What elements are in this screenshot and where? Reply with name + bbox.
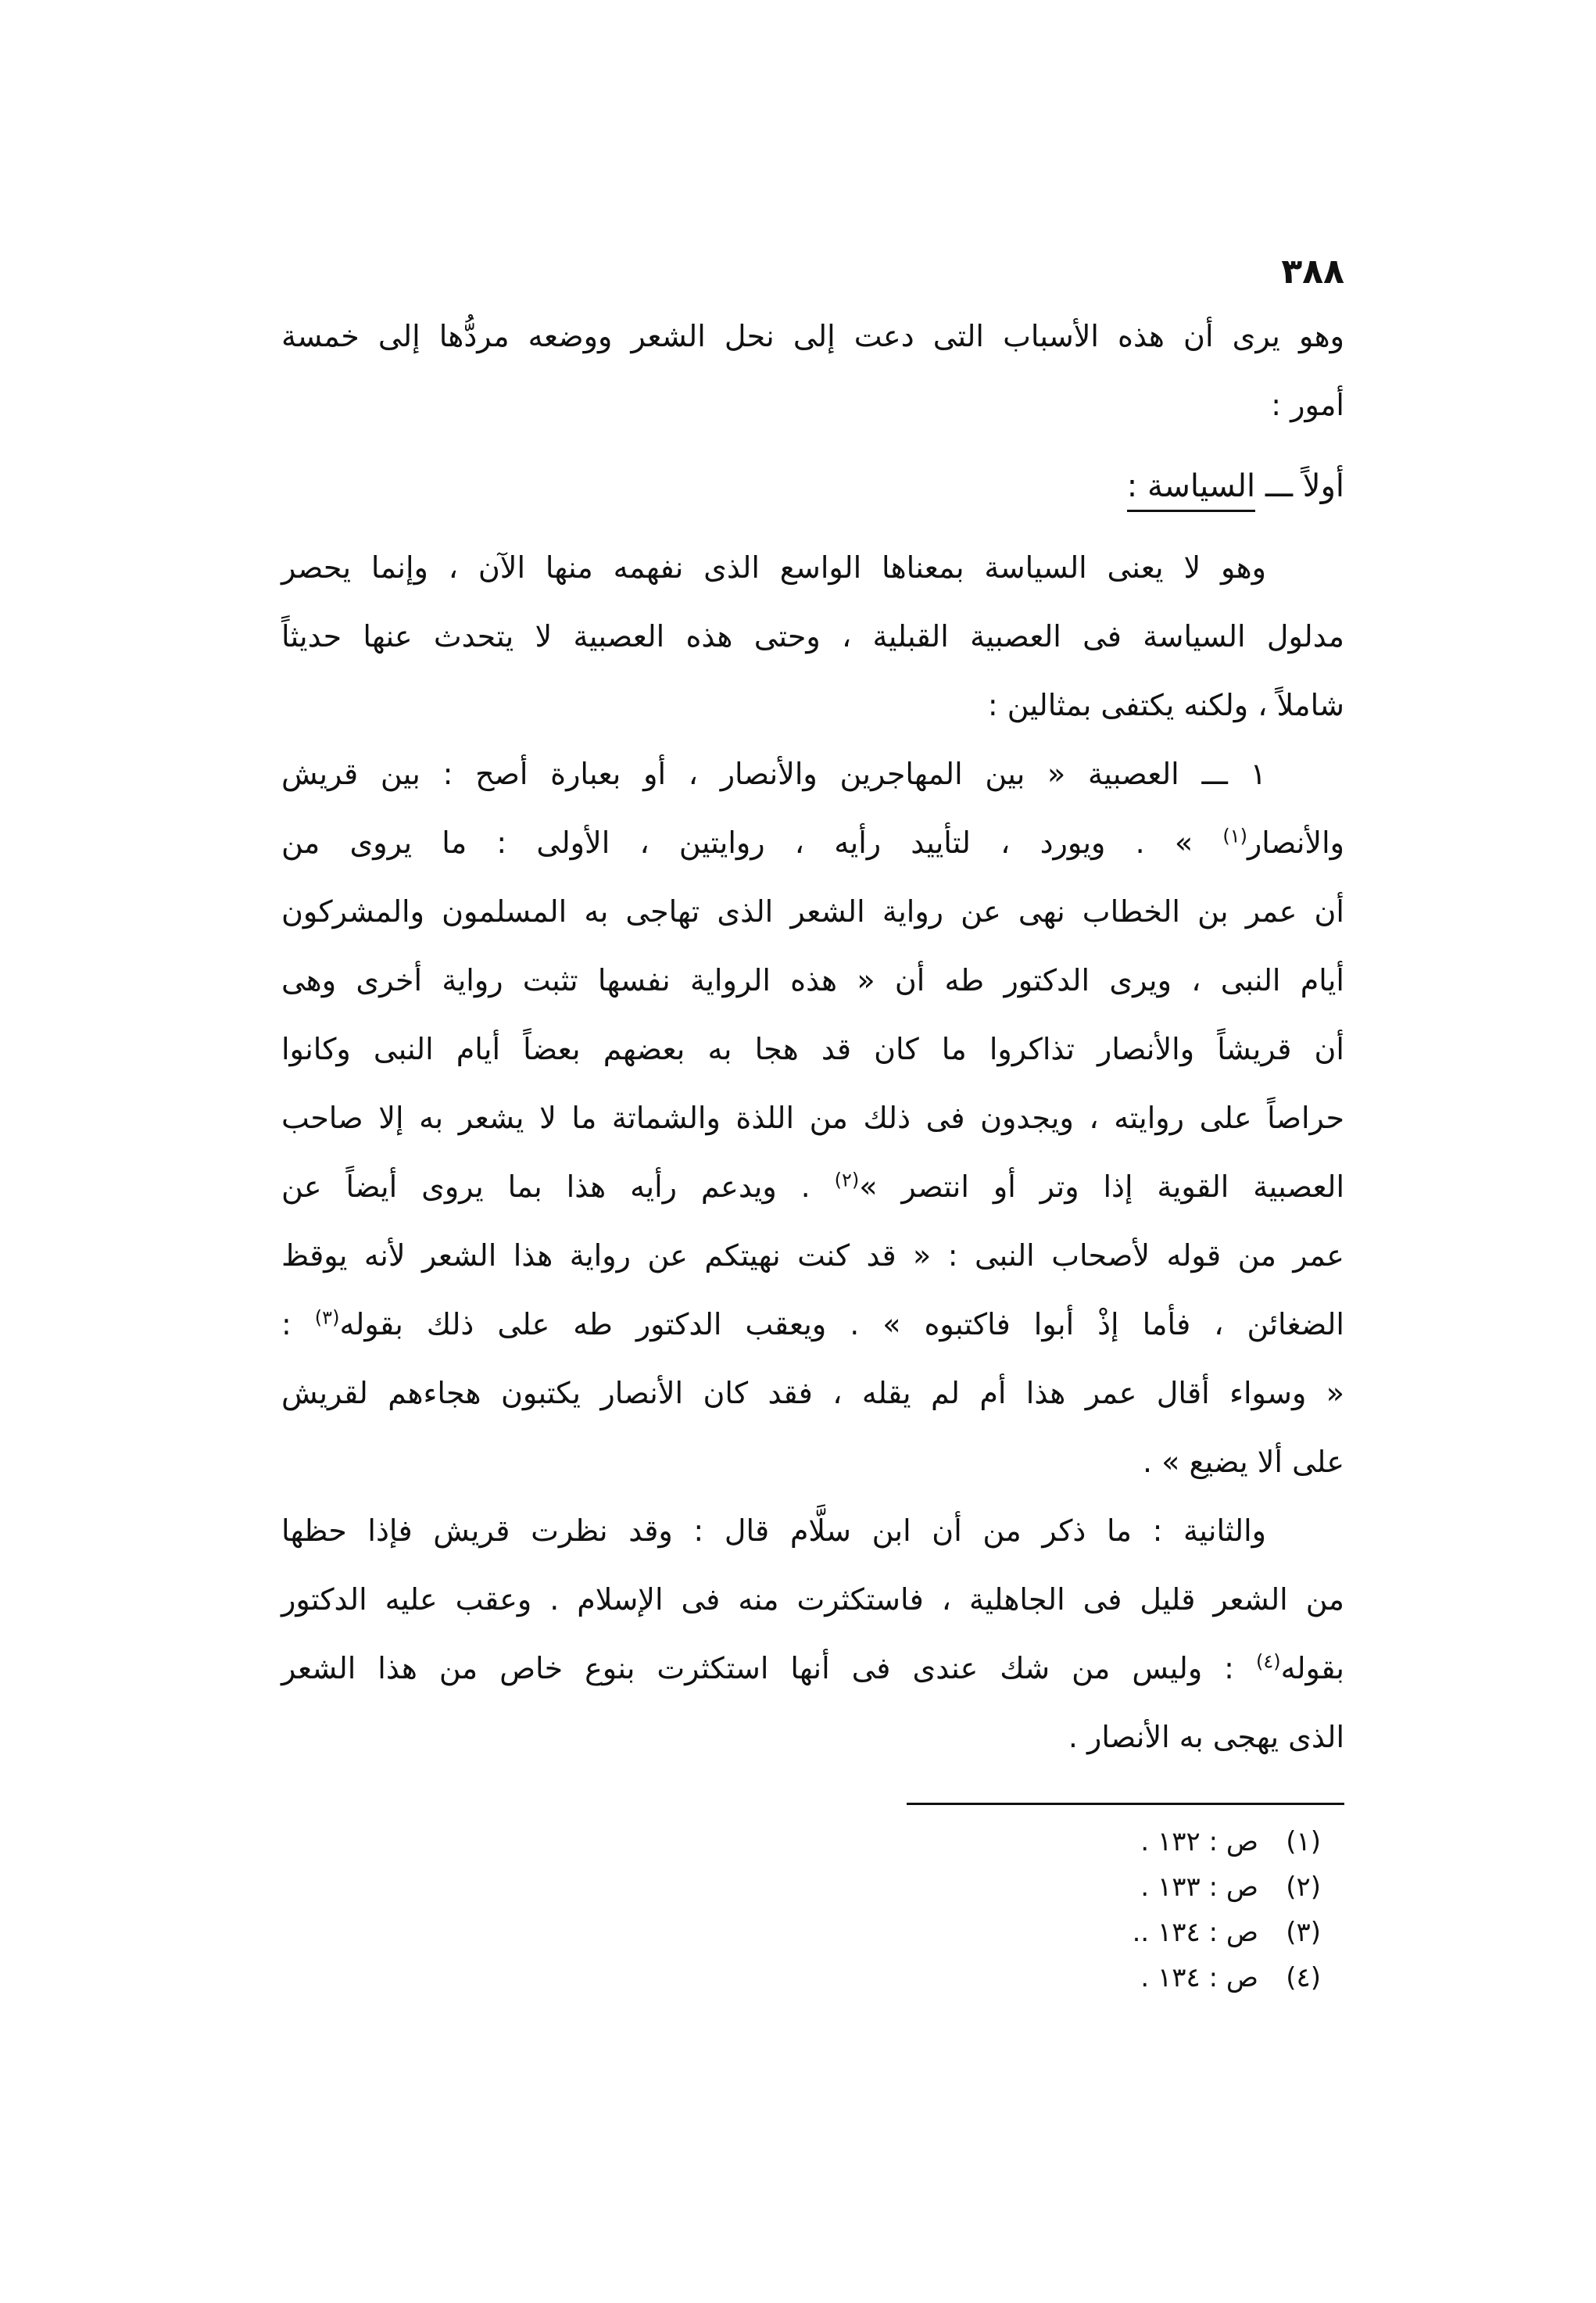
footnote-text: ص : ١٣٤ .	[1140, 1962, 1258, 1993]
footnote-marker: (٤)	[1286, 1962, 1321, 1993]
text-line: وهو لا يعنى السياسة بمعناها الواسع الذى نفهمه منها الآن ، وإنما يحصر	[281, 550, 1266, 585]
intro-paragraph	[281, 302, 1344, 439]
text-line: من الشعر قليل فى الجاهلية ، فاستكثرت منه فى الإسلام . وعقب عليه الدكتور	[281, 1582, 1344, 1617]
footnote-ref[interactable]: (٢)	[834, 1169, 860, 1191]
text-line: أيام النبى ، ويرى الدكتور طه أن « هذه الرواية نفسها تثبت رواية أخرى وهى	[281, 963, 1344, 997]
page-number: ٣٨٨	[1281, 252, 1344, 292]
text-segment: الضغائن ، فأما إذْ أبوا فاكتبوه » . ويعقب الدكتور طه على ذلك بقوله	[339, 1307, 1344, 1341]
text-line: ١ ـــ العصبية « بين المهاجرين والأنصار ، أو بعبارة أصح : بين قريش	[281, 757, 1266, 791]
footnote-text: ص : ١٣٢ .	[1140, 1826, 1258, 1857]
text-line: على ألا يضيع » .	[1142, 1445, 1344, 1479]
text-line: عمر من قوله لأصحاب النبى : « قد كنت نهيتكم عن رواية هذا الشعر لأنه يوقظ	[281, 1238, 1344, 1273]
text-segment: » . ويورد ، لتأييد رأيه ، روايتين ، الأولى : ما يروى من	[281, 826, 1223, 860]
text-line: وهو يرى أن هذه الأسباب التى دعت إلى نحل الشعر ووضعه مردُّها إلى خمسة	[281, 319, 1344, 353]
text-segment: بقوله	[1280, 1651, 1344, 1685]
paragraph-2	[281, 740, 1344, 1496]
text-line: أن عمر بن الخطاب نهى عن رواية الشعر الذى تهاجى به المسلمون والمشركون	[281, 894, 1344, 929]
footnote-item	[281, 1955, 1321, 2000]
text-segment: العصبية القوية إذا وتر أو انتصر »	[859, 1169, 1344, 1204]
text-line: أن قريشاً والأنصار تذاكروا ما كان قد هجا به بعضهم بعضاً أيام النبى وكانوا	[281, 1032, 1344, 1066]
text-line	[281, 1290, 1344, 1359]
footnote-marker: (١)	[1286, 1826, 1321, 1857]
paragraph-3	[281, 1496, 1344, 1771]
document-page	[281, 250, 1344, 2000]
section-heading	[281, 452, 1344, 521]
text-line: مدلول السياسة فى العصبية القبلية ، وحتى هذه العصبية لا يتحدث عنها حديثاً	[281, 619, 1344, 654]
text-segment: . ويدعم رأيه هذا بما يروى أيضاً عن	[281, 1169, 835, 1204]
text-line: حراصاً على روايته ، ويجدون فى ذلك من اللذة والشماتة ما لا يشعر به إلا صاحب	[281, 1101, 1344, 1135]
text-line: « وسواء أقال عمر هذا أم لم يقله ، فقد كان الأنصار يكتبون هجاءهم لقريش	[281, 1376, 1344, 1410]
footnote-marker: (٢)	[1286, 1871, 1321, 1903]
text-segment: :	[281, 1307, 315, 1341]
text-line	[281, 1152, 1344, 1221]
text-line	[281, 808, 1344, 877]
section-title: السياسة :	[1127, 463, 1255, 512]
footnote-item	[281, 1819, 1321, 1864]
text-line: أمور :	[1271, 388, 1344, 422]
section-number: أولاً	[1302, 468, 1344, 504]
text-line	[281, 1634, 1344, 1703]
footnote-divider	[907, 1803, 1344, 1805]
footnote-text: ص : ١٣٤ ..	[1132, 1917, 1258, 1948]
text-segment: : وليس من شك عندى فى أنها استكثرت بنوع خاص من هذا الشعر	[281, 1651, 1256, 1685]
footnotes	[281, 1819, 1344, 2000]
section-dash: ـــ	[1265, 468, 1294, 504]
text-segment: والأنصار	[1247, 826, 1344, 860]
footnote-ref[interactable]: (٣)	[314, 1306, 340, 1329]
footnote-marker: (٣)	[1286, 1917, 1321, 1948]
text-line: شاملاً ، ولكنه يكتفى بمثالين :	[987, 688, 1344, 722]
footnote-item	[281, 1910, 1321, 1955]
footnote-ref[interactable]: (٤)	[1255, 1650, 1281, 1673]
footnote-ref[interactable]: (١)	[1222, 825, 1247, 847]
footnote-item	[281, 1864, 1321, 1910]
footnote-text: ص : ١٣٣ .	[1140, 1871, 1258, 1903]
paragraph-1	[281, 533, 1344, 740]
text-line: الذى يهجى به الأنصار .	[1068, 1720, 1344, 1754]
text-line: والثانية : ما ذكر من أن ابن سلَّام قال : وقد نظرت قريش فإذا حظها	[281, 1513, 1266, 1548]
